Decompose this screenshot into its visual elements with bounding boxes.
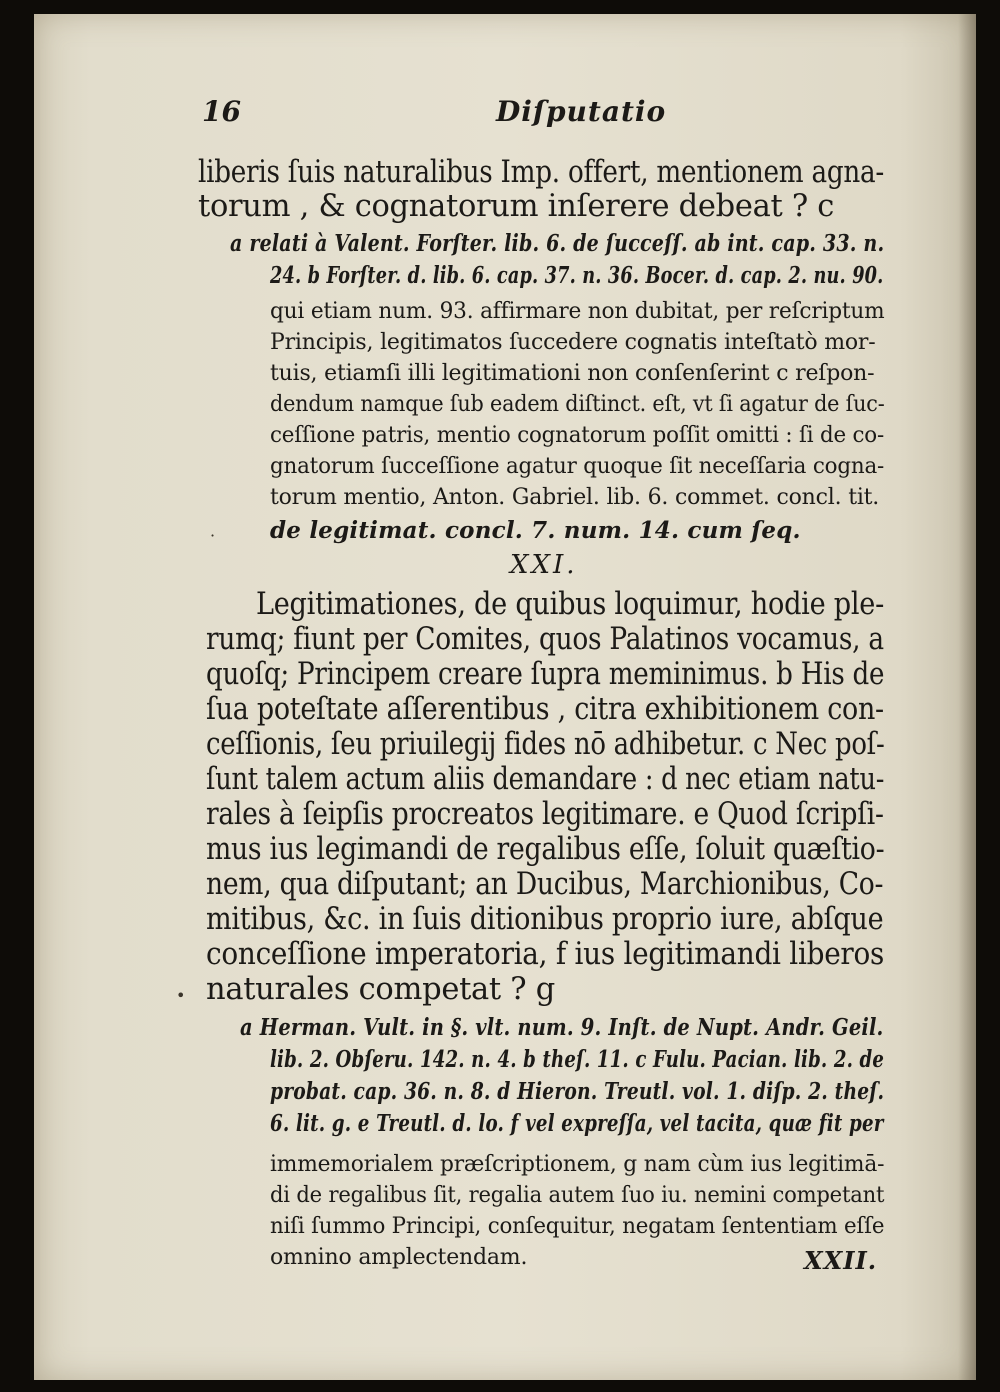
- footnote-line: omnino amplectendam.: [270, 1245, 528, 1270]
- footnote-line: 24. b Forſter. d. lib. 6. cap. 37. n. 36. Bocer. d. cap. 2. nu. 90.: [270, 262, 884, 289]
- footnote-line: immemorialem præſcriptionem, g nam cùm ius legitimā-: [270, 1152, 885, 1177]
- footnote-line: lib. 2. Obſeru. 142. n. 4. b theſ. 11. c Fulu. Pacian. lib. 2. de: [270, 1046, 885, 1073]
- running-title: Diſputatio: [496, 95, 667, 128]
- footnote-line: ceſſione patris, mentio cognatorum poſſit omitti : ſi de co-: [270, 423, 885, 448]
- footnote-line: di de regalibus ſit, regalia autem ſuo iu. nemini competant: [270, 1183, 885, 1208]
- text-line: conceſſione imperatoria, f ius legitimandi liberos: [206, 937, 885, 972]
- text-line: ſunt talem actum aliis demandare : d nec etiam natu-: [206, 762, 885, 797]
- text-line: mus ius legimandi de regalibus eſſe, ſoluit quæſtio-: [206, 832, 885, 867]
- footnote-line: qui etiam num. 93. affirmare non dubitat, per reſcriptum: [270, 299, 885, 324]
- page-number: 16: [202, 95, 241, 128]
- text-line: torum , & cognatorum inſerere debeat ? c: [198, 189, 835, 224]
- text-line: rumq; fiunt per Comites, quos Palatinos vocamus, a: [206, 622, 884, 657]
- ink-speck: •: [176, 986, 186, 1005]
- catchword: XXII.: [804, 1246, 878, 1275]
- section-heading: XXI.: [510, 550, 578, 580]
- text-line: ſua poteſtate aſſerentibus , citra exhibitionem con-: [206, 692, 884, 727]
- text-line: ceſſionis, ſeu priuilegij fides nō adhibetur. c Nec poſ-: [206, 727, 885, 762]
- footnote-line: Principis, legitimatos ſuccedere cognatis inteſtatò mor-: [270, 330, 876, 355]
- footnote-line: torum mentio, Anton. Gabriel. lib. 6. commet. concl. tit.: [270, 485, 880, 510]
- footnote-line: a Herman. Vult. in §. vlt. num. 9. Inſt. de Nupt. Andr. Geil.: [240, 1014, 884, 1041]
- footnote-line: tuis, etiamſi illi legitimationi non conſenſerint c reſpon-: [270, 361, 875, 386]
- text-line: quoſq; Principem creare ſupra meminimus. b His de: [206, 657, 885, 692]
- footnote-line: a relati à Valent. Forſter. lib. 6. de ſucceſſ. ab int. cap. 33. n.: [230, 230, 885, 257]
- text-line: liberis ſuis naturalibus Imp. offert, mentionem agna-: [198, 155, 884, 190]
- text-line: naturales competat ? g: [206, 972, 555, 1007]
- footnote-line: dendum namque ſub eadem diſtinct. eſt, vt ſi agatur de ſuc-: [270, 392, 885, 417]
- text-line: Legitimationes, de quibus loquimur, hodie ple-: [256, 587, 884, 622]
- paper-sheet: [34, 14, 976, 1380]
- page-text-block: [34, 14, 976, 1380]
- footnote-line: de legitimat. concl. 7. num. 14. cum ſeq.: [270, 517, 801, 544]
- footnote-line: 6. lit. g. e Treutl. d. lo. f vel expreſſa, vel tacita, quæ fit per: [270, 1110, 884, 1137]
- footnote-line: niſi ſummo Principi, conſequitur, negatam ſententiam eſſe: [270, 1214, 885, 1239]
- text-line: mitibus, &c. in ſuis ditionibus proprio iure, abſque: [206, 902, 884, 937]
- footnote-line: probat. cap. 36. n. 8. d Hieron. Treutl. vol. 1. diſp. 2. theſ.: [270, 1078, 885, 1105]
- text-line: nem, qua diſputant; an Ducibus, Marchionibus, Co-: [206, 867, 884, 902]
- footnote-line: gnatorum ſucceſſione agatur quoque ſit neceſſaria cogna-: [270, 454, 885, 479]
- ink-speck: ·: [210, 526, 216, 545]
- text-line: rales à ſeipſis procreatos legitimare. e Quod ſcripſi-: [206, 797, 884, 832]
